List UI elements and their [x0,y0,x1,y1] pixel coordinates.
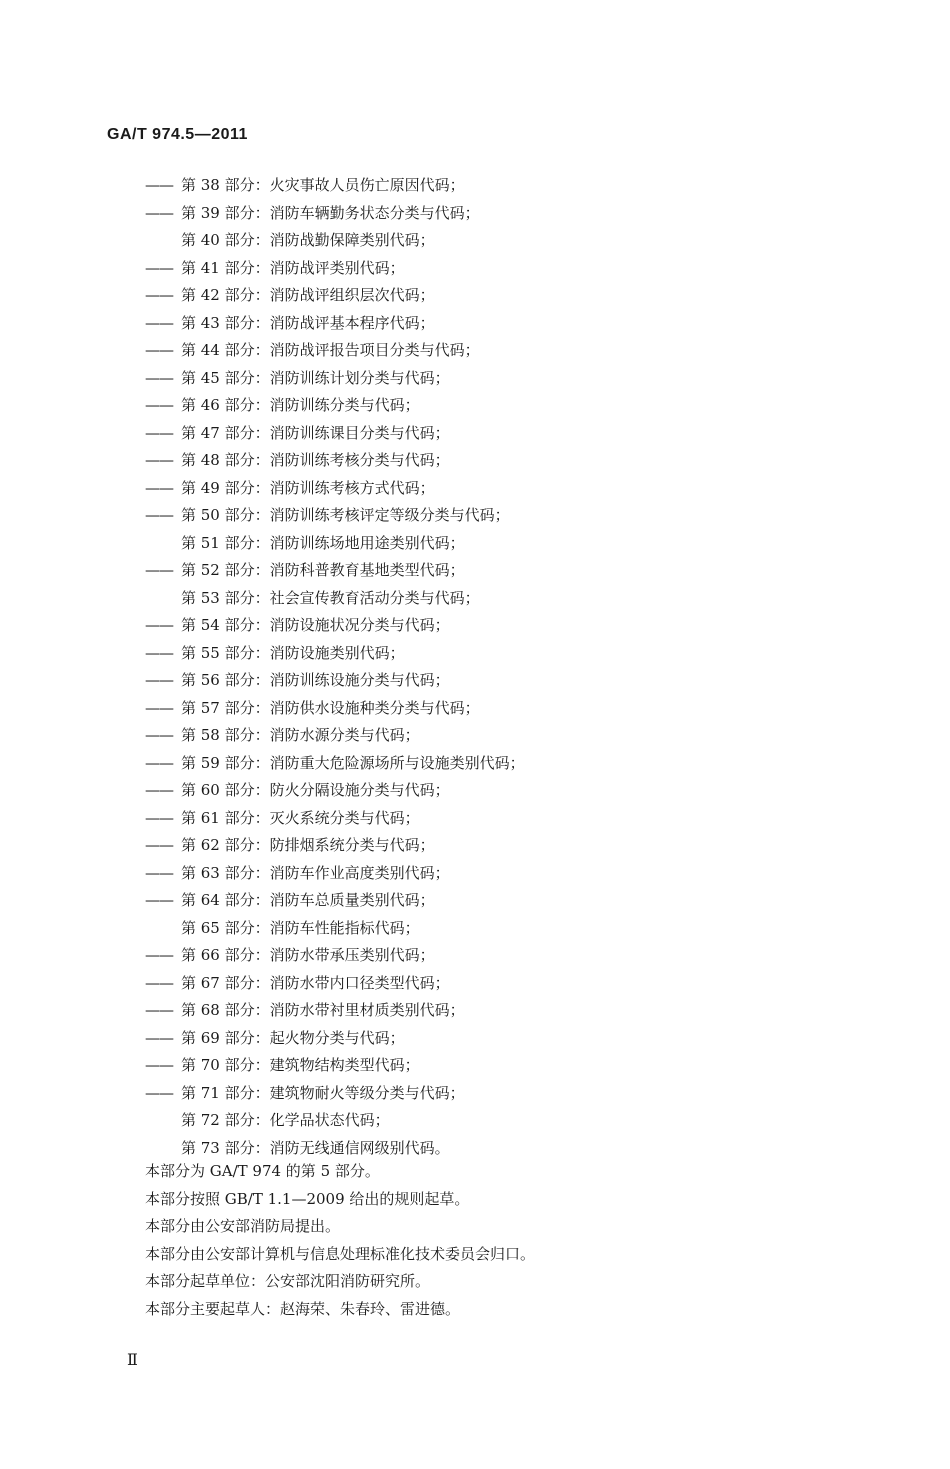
list-item-text: 第 52 部分：消防科普教育基地类型代码； [181,561,465,579]
list-item [145,530,525,558]
list-item [145,420,525,448]
list-item [145,750,525,778]
list-item-text: 第 65 部分：消防车性能指标代码； [181,918,420,937]
list-item-text: 第 70 部分：建筑物结构类型代码； [181,1056,420,1074]
list-item-text: 第 57 部分：消防供水设施种类分类与代码； [181,698,480,717]
list-item-text: 第 49 部分：消防训练考核方式代码； [181,478,435,497]
list-item-text: 第 56 部分：消防训练设施分类与代码； [181,671,450,689]
list-item-dash: —— [145,1028,173,1047]
list-item-text: 第 46 部分：消防训练分类与代码； [181,396,420,414]
list-item-text: 第 73 部分：消防无线通信网级别代码。 [181,1138,450,1157]
list-item-dash: —— [145,1083,173,1102]
list-item [145,337,525,365]
list-item-text: 第 53 部分：社会宣传教育活动分类与代码； [181,588,480,607]
list-item-dash: —— [145,616,173,634]
list-item [145,777,525,805]
list-item-text: 第 40 部分：消防战勤保障类别代码； [181,231,435,249]
list-item-dash: —— [145,341,173,359]
paragraph: 本部分由公安部计算机与信息处理标准化技术委员会归口。 [145,1244,536,1263]
list-item [145,255,525,283]
list-item-text: 第 67 部分：消防水带内口径类型代码； [181,973,450,992]
list-item [145,805,525,833]
list-item-text: 第 43 部分：消防战评基本程序代码； [181,313,435,332]
list-item-text: 第 42 部分：消防战评组织层次代码； [181,286,435,304]
list-item [145,915,525,943]
list-item-text: 第 47 部分：消防训练课目分类与代码； [181,423,450,442]
list-item-dash: —— [145,753,173,772]
list-item [145,310,525,338]
list-item [145,282,525,310]
list-item-text: 第 50 部分：消防训练考核评定等级分类与代码； [181,506,510,524]
list-item [145,227,525,255]
list-item-text: 第 64 部分：消防车总质量类别代码； [181,891,435,909]
foreword-paragraphs [145,1158,535,1323]
list-item-dash: —— [145,808,173,827]
list-item [145,200,525,228]
list-item [145,447,525,475]
list-item-text: 第 62 部分：防排烟系统分类与代码； [181,836,435,854]
list-item-dash: —— [145,368,173,387]
list-item [145,1107,525,1135]
list-item [145,557,525,585]
list-item-text: 第 44 部分：消防战评报告项目分类与代码； [181,341,480,359]
list-item [145,640,525,668]
list-item-dash: —— [145,726,173,744]
list-item [145,887,525,915]
list-item-dash: —— [145,313,173,332]
list-item-dash: —— [145,423,173,442]
list-item [145,942,525,970]
paragraph: 本部分主要起草人：赵海荣、朱春玲、雷进德。 [145,1299,461,1318]
list-item [145,1080,525,1108]
list-item [145,172,525,200]
list-item-text: 第 72 部分：化学品状态代码； [181,1111,390,1129]
list-item-dash: —— [145,671,173,689]
page-number: Ⅱ [127,1350,138,1369]
list-item-dash: —— [145,286,173,304]
list-item-dash: —— [145,946,173,964]
list-item-dash: —— [145,258,173,277]
list-item-dash: —— [145,891,173,909]
list-item-text: 第 66 部分：消防水带承压类别代码； [181,946,435,964]
standard-number-header: GA/T 974.5—2011 [107,126,248,143]
list-item-text: 第 68 部分：消防水带衬里材质类别代码； [181,1001,465,1019]
list-item-dash: —— [145,863,173,882]
list-item-dash: —— [145,561,173,579]
list-item-dash: —— [145,506,173,524]
list-item-dash: —— [145,176,173,194]
list-item [145,997,525,1025]
list-item [145,970,525,998]
list-item [145,722,525,750]
list-item [145,832,525,860]
list-item-dash: —— [145,203,173,222]
list-item-dash: —— [145,396,173,414]
list-item [145,585,525,613]
list-item-dash: —— [145,781,173,799]
list-item-dash: —— [145,836,173,854]
list-item-dash: —— [145,451,173,469]
list-item-dash: —— [145,643,173,662]
list-item [145,667,525,695]
list-item-text: 第 63 部分：消防车作业高度类别代码； [181,863,450,882]
list-item-dash: —— [145,478,173,497]
list-item-text: 第 38 部分：火灾事故人员伤亡原因代码； [181,176,465,194]
list-item-text: 第 69 部分：起火物分类与代码； [181,1028,405,1047]
list-item [145,365,525,393]
list-item-text: 第 39 部分：消防车辆勤务状态分类与代码； [181,203,480,222]
list-item [145,1025,525,1053]
list-item-text: 第 58 部分：消防水源分类与代码； [181,726,420,744]
list-item-text: 第 60 部分：防火分隔设施分类与代码； [181,781,450,799]
paragraph: 本部分由公安部消防局提出。 [145,1217,341,1235]
list-item-text: 第 54 部分：消防设施状况分类与代码； [181,616,450,634]
paragraph: 本部分为 GA/T 974 的第 5 部分。 [145,1162,380,1180]
list-item [145,475,525,503]
list-item-text: 第 61 部分：灭火系统分类与代码； [181,808,420,827]
list-item [145,392,525,420]
list-item-dash: —— [145,973,173,992]
list-item-text: 第 48 部分：消防训练考核分类与代码； [181,451,450,469]
list-item-dash: —— [145,1056,173,1074]
list-item-text: 第 71 部分：建筑物耐火等级分类与代码； [181,1083,465,1102]
list-item-text: 第 55 部分：消防设施类别代码； [181,643,405,662]
paragraph: 本部分起草单位：公安部沈阳消防研究所。 [145,1272,431,1290]
list-item-text: 第 45 部分：消防训练计划分类与代码； [181,368,450,387]
list-item [145,695,525,723]
parts-list [145,172,525,1162]
list-item [145,502,525,530]
list-item-dash: —— [145,698,173,717]
paragraph: 本部分按照 GB/T 1.1—2009 给出的规则起草。 [145,1189,470,1208]
list-item-text: 第 41 部分：消防战评类别代码； [181,258,405,277]
list-item-text: 第 51 部分：消防训练场地用途类别代码； [181,533,465,552]
list-item [145,1052,525,1080]
list-item-dash: —— [145,1001,173,1019]
list-item [145,612,525,640]
list-item-text: 第 59 部分：消防重大危险源场所与设施类别代码； [181,753,525,772]
list-item [145,860,525,888]
